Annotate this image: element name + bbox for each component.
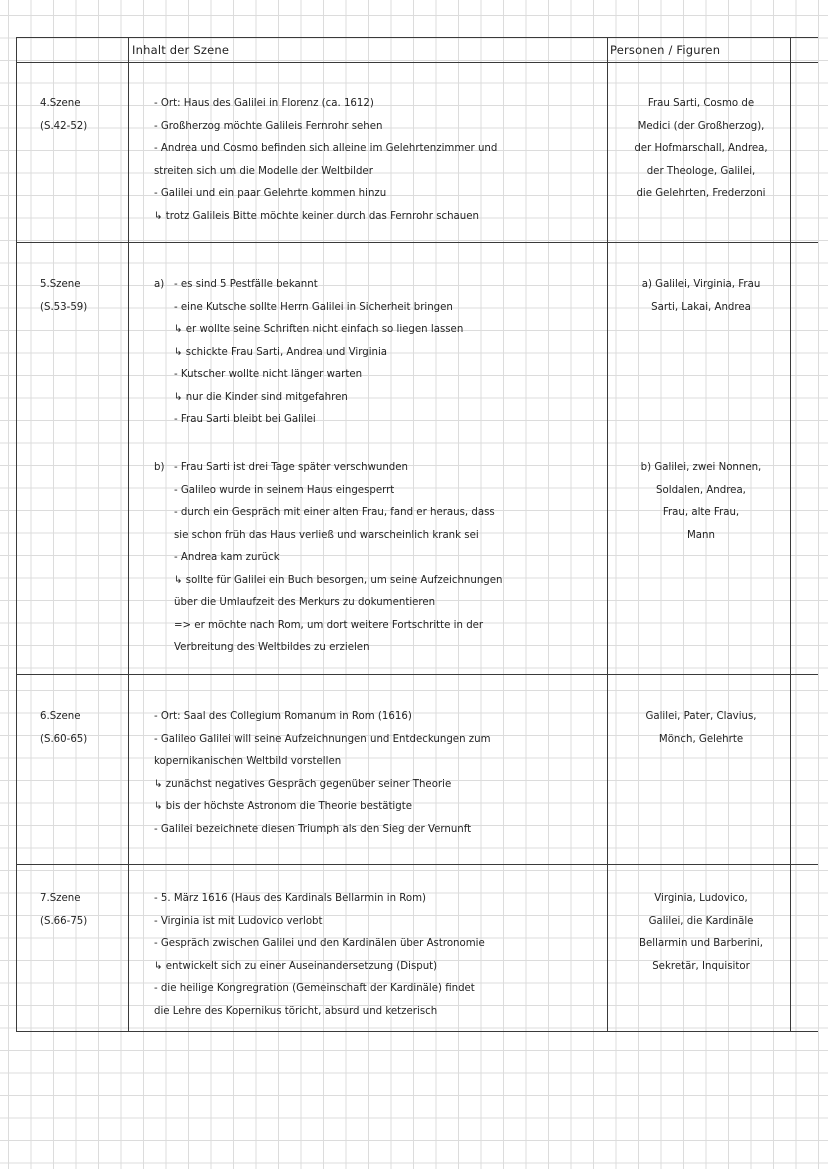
subsection-a-label: a) — [154, 279, 165, 290]
scene-label: 6.Szene (S.60-65) — [40, 711, 88, 745]
scene-content: - 5. März 1616 (Haus des Kardinals Bellarmin in Rom) - Virginia ist mit Ludovico verlobt - Gespräch zwischen Galilei und den Kardinälen über Astronomie ↳ entwickelt sich zu einer Auseinandersetzung (Disput) - die heilige Kongregration (Gemeinschaft der Kardinäle) findet die Lehre des Kopernikus töricht, absurd und ketzerisch — [154, 893, 485, 1017]
scene-persons: Frau Sarti, Cosmo de Medici (der Großherzog), der Hofmarschall, Andrea, der Theologe, Galilei, die Gelehrten, Frederzoni — [634, 98, 768, 199]
header-divider — [16, 62, 818, 63]
scene-content: - Ort: Saal des Collegium Romanum in Rom (1616) - Galileo Galilei will seine Aufzeichnungen und Entdeckungen zum kopernikanischen Weltbild vorstellen ↳ zunächst negatives Gespräch gegenüber seiner Theorie ↳ bis der höchste Astronom die Theorie bestätigte - Galilei bezeichnete diesen Triumph als den Sieg der Vernunft — [154, 711, 491, 835]
scene-content-b: - Frau Sarti ist drei Tage später verschwunden - Galileo wurde in seinem Haus eingesperrt - durch ein Gespräch mit einer alten Frau, fand er heraus, dass sie schon früh das Haus verließ und warscheinlich krank sei - Andrea kam zurück ↳ sollte für Galilei ein Buch besorgen, um seine Aufzeichnungen über die Umlaufzeit des Merkurs zu dokumentieren => er möchte nach Rom, um dort weitere Fortschritte in der Verbreitung des Weltbildes zu erzielen — [174, 462, 503, 653]
scene-label: 4.Szene (S.42-52) — [40, 98, 88, 132]
scene-label: 5.Szene (S.53-59) — [40, 279, 88, 313]
header-content: Inhalt der Szene — [132, 43, 230, 57]
subsection-b-label: b) — [154, 462, 165, 473]
table-border-left — [16, 37, 17, 1031]
scene-content-a: - es sind 5 Pestfälle bekannt - eine Kutsche sollte Herrn Galilei in Sicherheit bringen ↳ er wollte seine Schriften nicht einfach so liegen lassen ↳ schickte Frau Sarti, Andrea und Virginia - Kutscher wollte nicht länger warten ↳ nur die Kinder sind mitgefahren - Frau Sarti bleibt bei Galilei — [174, 279, 464, 425]
table-border-bottom — [16, 1031, 818, 1032]
header-persons: Personen / Figuren — [610, 43, 721, 57]
row-divider — [16, 864, 818, 865]
scene-content: - Ort: Haus des Galilei in Florenz (ca. 1612) - Großherzog möchte Galileis Fernrohr sehen - Andrea und Cosmo befinden sich alleine im Gelehrtenzimmer und streiten sich um die Modelle der Weltbilder - Galilei und ein paar Gelehrte kommen hinzu ↳ trotz Galileis Bitte möchte keiner durch das Fernrohr schauen — [154, 98, 498, 222]
row-divider — [16, 242, 818, 243]
table-border-top — [16, 37, 818, 38]
row-divider — [16, 674, 818, 675]
scene-persons: Galilei, Pater, Clavius, Mönch, Gelehrte — [645, 711, 757, 745]
scene-persons-b: b) Galilei, zwei Nonnen, Soldalen, Andrea, Frau, alte Frau, Mann — [640, 462, 762, 541]
scene-label: 7.Szene (S.66-75) — [40, 893, 88, 927]
scene-persons-a: a) Galilei, Virginia, Frau Sarti, Lakai, Andrea — [641, 279, 761, 313]
scene-table — [16, 37, 818, 1031]
column-divider — [607, 37, 608, 1031]
scene-persons: Virginia, Ludovico, Galilei, die Kardinäle Bellarmin und Barberini, Sekretär, Inquisitor — [639, 893, 763, 972]
column-divider — [128, 37, 129, 1031]
